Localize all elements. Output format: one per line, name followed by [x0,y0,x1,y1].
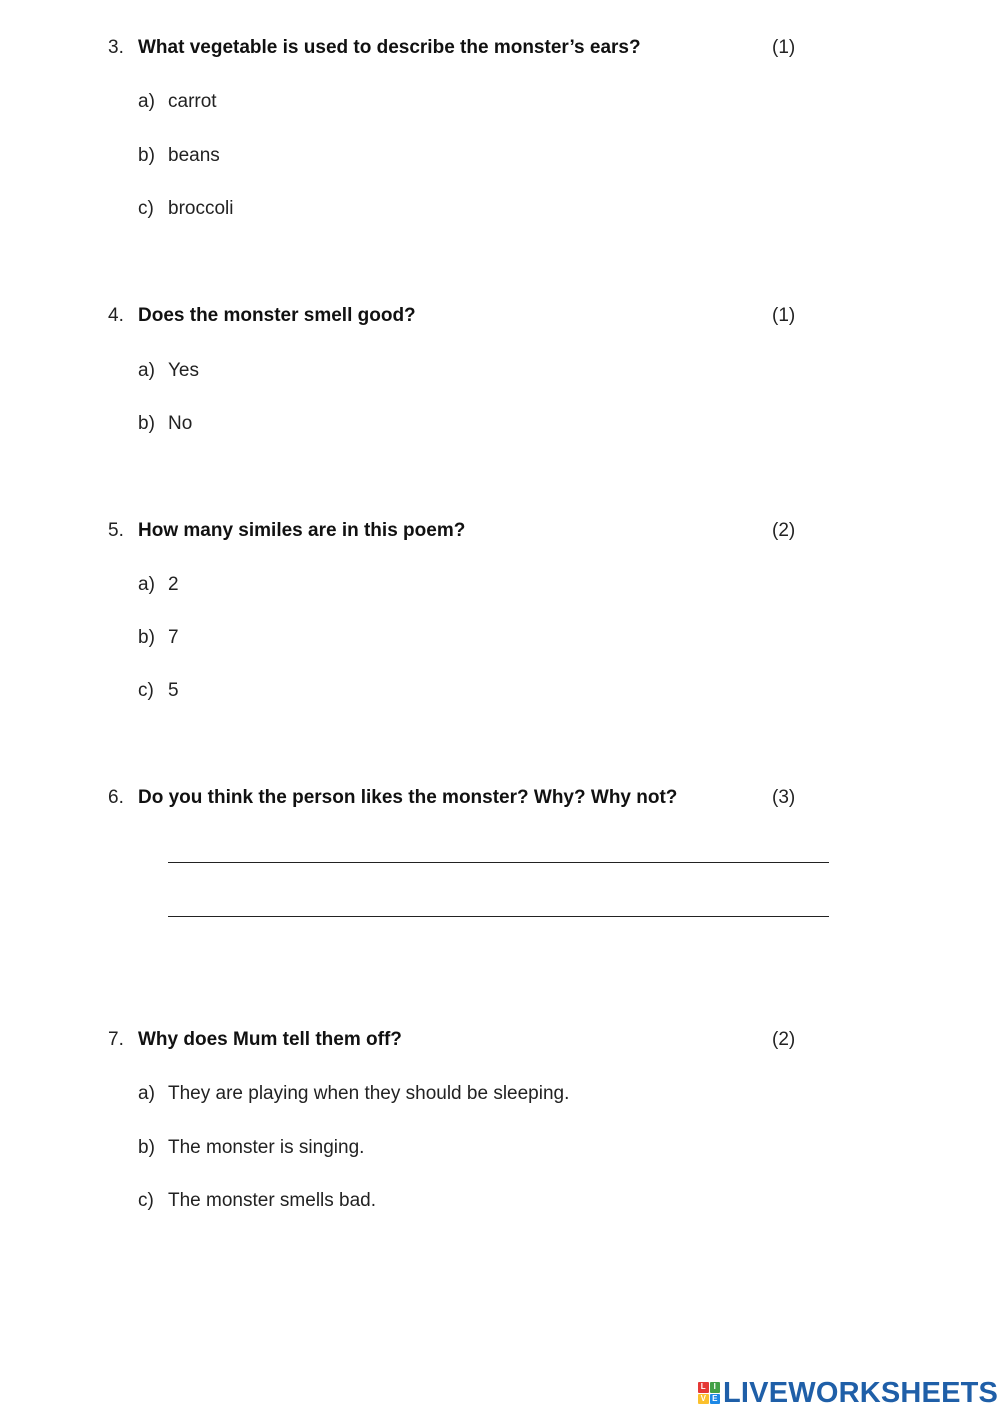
question-7 [0,1027,1000,1053]
logo-icon-i: I [710,1382,721,1393]
question-number: 4. [108,305,124,326]
option-letter: b) [138,145,155,166]
question-marks: (1) [772,37,796,58]
logo-icon-l: L [698,1382,709,1393]
option-text: The monster smells bad. [168,1190,377,1211]
liveworksheets-logo[interactable] [698,1376,998,1410]
option-text: They are playing when they should be sleeping. [168,1083,570,1104]
option-text: 7 [168,627,179,648]
question-3 [0,35,1000,61]
question-5 [0,518,1000,544]
option-5b[interactable] [0,625,1000,651]
question-number: 7. [108,1029,124,1050]
question-number: 5. [108,520,124,541]
logo-icon-v: V [698,1394,709,1405]
liveworksheets-icon [698,1382,720,1404]
option-7c[interactable] [0,1188,1000,1214]
option-5c[interactable] [0,678,1000,704]
option-3c[interactable] [0,196,1000,222]
question-text: How many similes are in this poem? [138,520,466,541]
option-text: 5 [168,680,179,701]
question-number: 3. [108,37,124,58]
logo-icon-e: E [710,1394,721,1405]
question-text: Does the monster smell good? [138,305,416,326]
option-5a[interactable] [0,572,1000,598]
question-marks: (2) [772,520,796,541]
option-text: The monster is singing. [168,1137,365,1158]
question-4 [0,303,1000,329]
option-letter: a) [138,1083,155,1104]
option-letter: b) [138,1137,155,1158]
logo-text: LIVEWORKSHEETS [723,1376,999,1409]
option-text: No [168,413,193,434]
option-letter: c) [138,680,154,701]
option-text: Yes [168,360,199,381]
option-letter: a) [138,574,155,595]
option-letter: b) [138,413,155,434]
question-6 [0,785,1000,811]
option-3b[interactable] [0,143,1000,169]
option-4a[interactable] [0,358,1000,384]
option-text: beans [168,145,220,166]
option-4b[interactable] [0,411,1000,437]
option-letter: c) [138,1190,154,1211]
option-text: 2 [168,574,179,595]
question-text: Do you think the person likes the monster? Why? Why not? [138,787,678,808]
question-number: 6. [108,787,124,808]
option-7b[interactable] [0,1135,1000,1161]
question-marks: (1) [772,305,796,326]
option-text: carrot [168,91,217,112]
answer-line-2[interactable] [168,916,829,917]
option-text: broccoli [168,198,234,219]
question-text: What vegetable is used to describe the monster’s ears? [138,37,641,58]
option-letter: b) [138,627,155,648]
answer-line-1[interactable] [168,862,829,863]
question-marks: (2) [772,1029,796,1050]
option-letter: a) [138,91,155,112]
option-3a[interactable] [0,89,1000,115]
question-text: Why does Mum tell them off? [138,1029,402,1050]
option-letter: a) [138,360,155,381]
option-7a[interactable] [0,1081,1000,1107]
question-marks: (3) [772,787,796,808]
option-letter: c) [138,198,154,219]
